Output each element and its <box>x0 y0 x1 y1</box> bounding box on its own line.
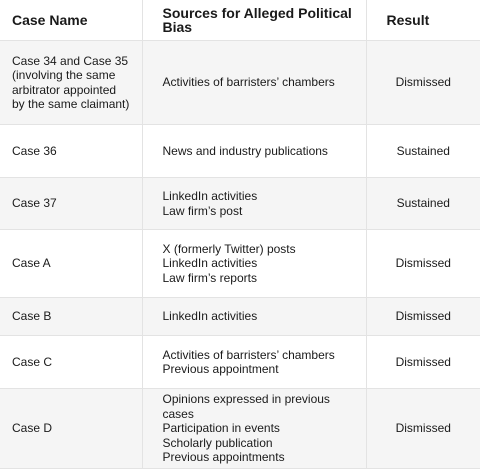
source-line: Scholarly publication <box>162 435 273 450</box>
source-line: Previous appointment <box>162 362 279 376</box>
case-name-line: Case D <box>12 421 53 436</box>
case-name-line: Case A <box>12 256 51 271</box>
source-line: Law firm’s reports <box>162 270 257 285</box>
source-line: Activities of barristers’ chambers <box>162 347 335 362</box>
sources-cell <box>142 125 366 178</box>
case-name-cell <box>0 230 142 298</box>
sources-cell <box>142 178 366 230</box>
source-line: LinkedIn activities <box>162 309 258 324</box>
result-cell: Dismissed <box>366 389 480 469</box>
sources-cell <box>142 41 366 125</box>
case-name-cell <box>0 298 142 336</box>
source-line: LinkedIn activities <box>162 256 258 271</box>
case-name-line: Case B <box>12 309 52 324</box>
case-name-line: Case 34 and Case 35 <box>12 53 129 68</box>
header-sources: Sources for Alleged Political Bias <box>142 0 366 41</box>
result-cell: Dismissed <box>366 336 480 389</box>
sources-cell <box>142 230 366 298</box>
header-row <box>0 0 480 41</box>
case-name-line: Case C <box>12 354 53 369</box>
table-row <box>0 298 480 336</box>
table-row <box>0 389 480 469</box>
source-line: X (formerly Twitter) posts <box>162 241 296 256</box>
case-name-line: Case 36 <box>12 143 57 158</box>
case-name-cell <box>0 336 142 389</box>
result-cell: Dismissed <box>366 298 480 336</box>
table-row <box>0 178 480 230</box>
source-line: News and industry publications <box>162 143 328 158</box>
source-line: Opinions expressed in previous cases <box>162 392 330 421</box>
table-row <box>0 336 480 389</box>
case-name-line: (involving the same <box>12 68 116 82</box>
header-case-name: Case Name <box>0 0 142 41</box>
sources-cell <box>142 336 366 389</box>
case-name-line: arbitrator appointed <box>12 82 117 97</box>
table-row <box>0 230 480 298</box>
result-cell: Sustained <box>366 178 480 230</box>
case-name-cell <box>0 178 142 230</box>
source-line: LinkedIn activities <box>162 189 258 203</box>
table-row <box>0 125 480 178</box>
case-name-cell <box>0 125 142 178</box>
result-cell: Dismissed <box>366 230 480 298</box>
result-cell: Dismissed <box>366 41 480 125</box>
case-name-cell <box>0 389 142 469</box>
case-name-line: by the same claimant) <box>12 97 130 111</box>
source-line: Previous appointments <box>162 450 285 465</box>
header-result: Result <box>366 0 480 41</box>
source-line: Law firm’s post <box>162 203 243 218</box>
result-cell: Sustained <box>366 125 480 178</box>
source-line: Activities of barristers’ chambers <box>162 75 335 90</box>
source-line: Participation in events <box>162 421 280 436</box>
case-name-line: Case 37 <box>12 196 57 211</box>
sources-cell <box>142 298 366 336</box>
case-name-cell <box>0 41 142 125</box>
table-row <box>0 41 480 125</box>
sources-cell <box>142 389 366 469</box>
